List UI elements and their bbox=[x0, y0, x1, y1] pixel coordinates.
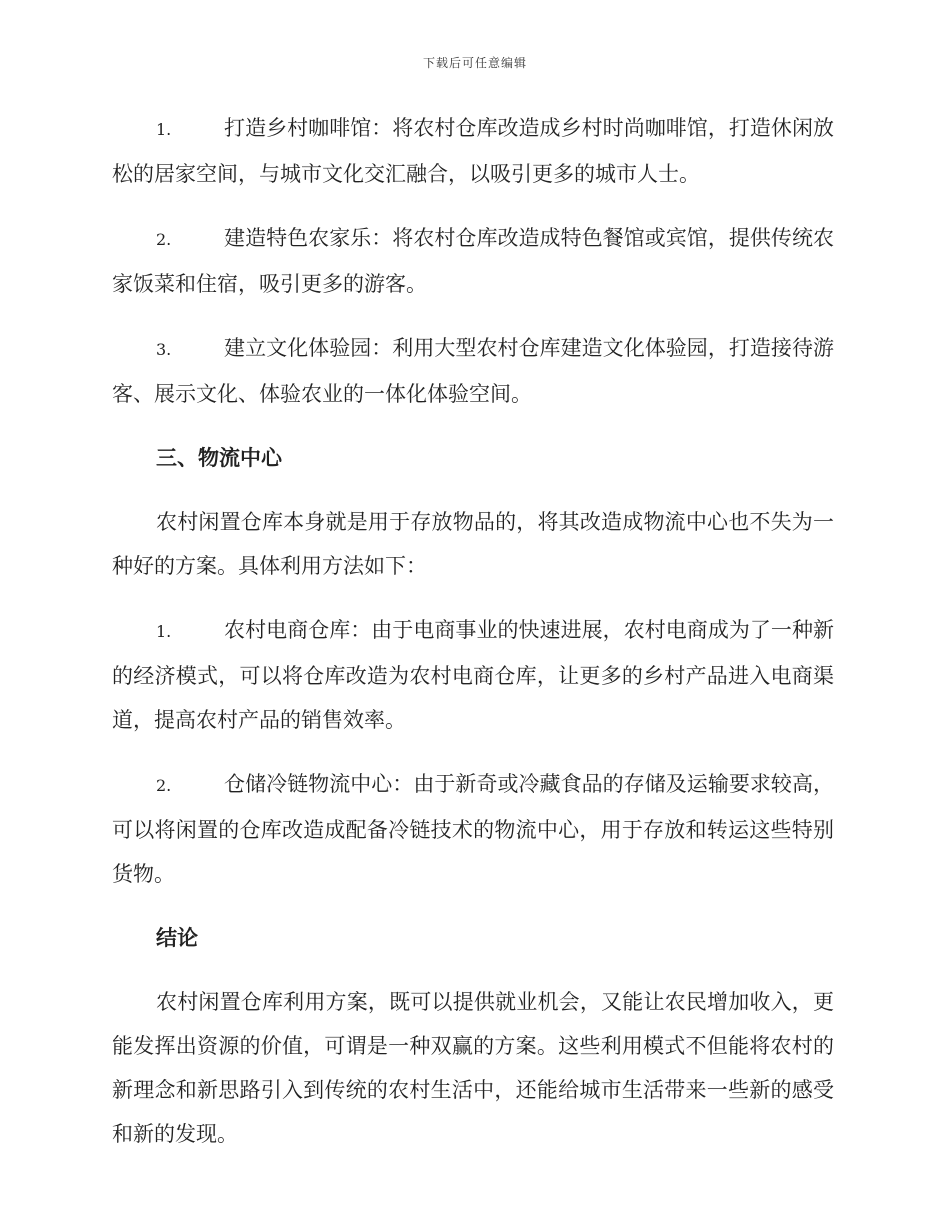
conclusion-paragraph: 农村闲置仓库利用方案，既可以提供就业机会，又能让农民增加收入，更能发挥出资源的价值，可谓是一种双赢的方案。这些利用模式不但能将农村的新理念和新思路引入到传统的农村生活中，还能给城市生活带来一些新的感受和新的发现。 bbox=[112, 990, 834, 1146]
list-item bbox=[112, 608, 834, 742]
list-item-number: 3. bbox=[156, 340, 172, 359]
list-item bbox=[112, 762, 834, 896]
section-intro-paragraph: 农村闲置仓库本身就是用于存放物品的，将其改造成物流中心也不失为一种好的方案。具体利用方法如下： bbox=[112, 510, 834, 578]
list-item bbox=[112, 216, 834, 306]
section-heading-logistics: 三、物流中心 bbox=[156, 446, 282, 470]
header-note: 下载后可任意编辑 bbox=[422, 56, 527, 70]
list-item-text: 建造特色农家乐：将农村仓库改造成特色餐馆或宾馆，提供传统农家饭菜和住宿，吸引更多的游客。 bbox=[112, 226, 834, 296]
list-item-text: 农村电商仓库：由于电商事业的快速进展，农村电商成为了一种新的经济模式，可以将仓库改造为农村电商仓库，让更多的乡村产品进入电商渠道，提高农村产品的销售效率。 bbox=[112, 618, 834, 732]
document-body bbox=[112, 106, 834, 1176]
list-item-text: 打造乡村咖啡馆：将农村仓库改造成乡村时尚咖啡馆，打造休闲放松的居家空间，与城市文化交汇融合，以吸引更多的城市人士。 bbox=[112, 116, 834, 186]
list-item-number: 1. bbox=[156, 622, 172, 641]
list-item bbox=[112, 326, 834, 416]
section-heading-conclusion: 结论 bbox=[156, 926, 198, 950]
list-item-number: 1. bbox=[156, 120, 172, 139]
list-item-number: 2. bbox=[156, 230, 172, 249]
list-item-text: 仓储冷链物流中心：由于新奇或冷藏食品的存储及运输要求较高，可以将闲置的仓库改造成配备冷链技术的物流中心，用于存放和转运这些特别货物。 bbox=[112, 772, 834, 886]
list-item-number: 2. bbox=[156, 776, 172, 795]
list-item-text: 建立文化体验园：利用大型农村仓库建造文化体验园，打造接待游客、展示文化、体验农业的一体化体验空间。 bbox=[112, 336, 834, 406]
list-item bbox=[112, 106, 834, 196]
